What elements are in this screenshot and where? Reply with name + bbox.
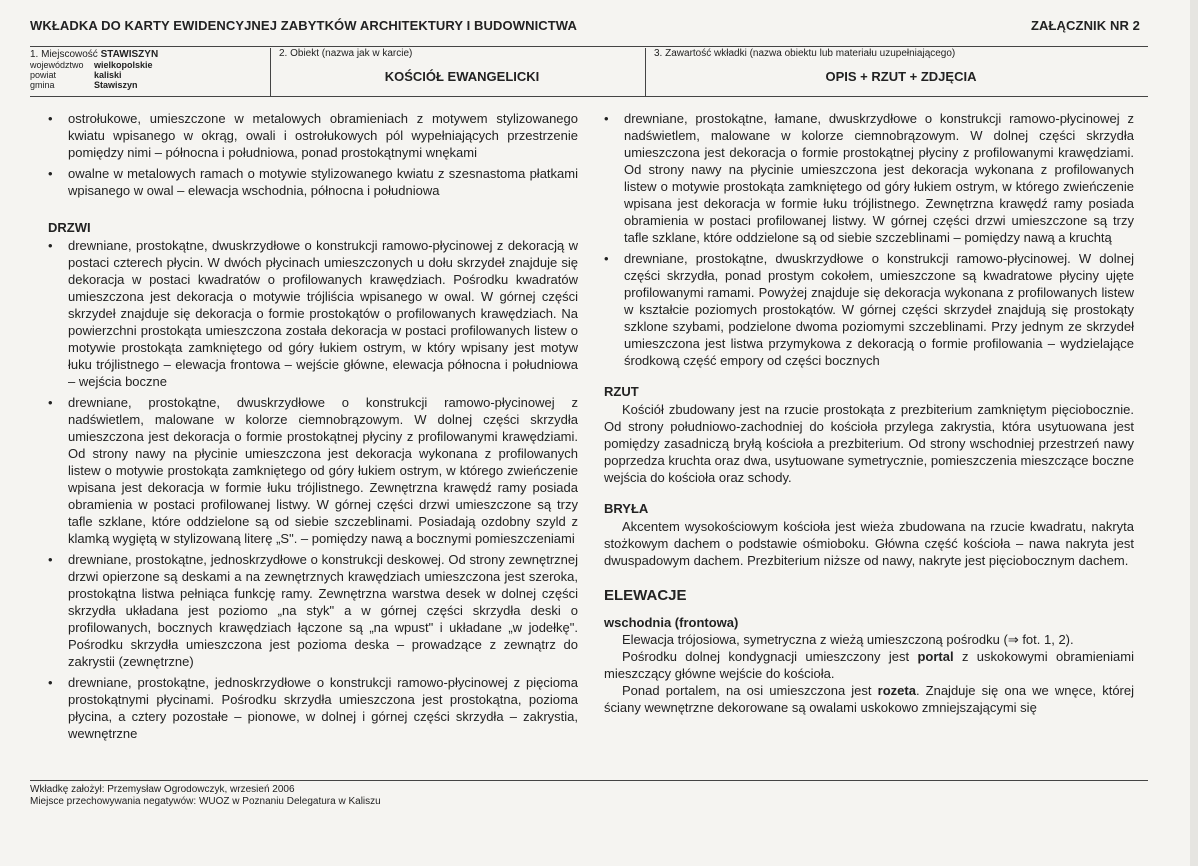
text-run: . Znajduje się ona we wnęce, której ściany wewnętrzne dekorowane są owalami uskokowo zmniejszającymi się bbox=[604, 683, 1134, 715]
text-run: Pośrodku dolnej kondygnacji umieszczony jest bbox=[622, 649, 918, 664]
rozeta-term: rozeta bbox=[877, 683, 916, 698]
elewacje-heading: ELEWACJE bbox=[604, 587, 687, 604]
voivodeship-label: województwo bbox=[30, 60, 84, 70]
header-rule bbox=[30, 46, 1148, 47]
document-title: WKŁADKA DO KARTY EWIDENCYJNEJ ZABYTKÓW ARCHITEKTURY I BUDOWNICTWA bbox=[30, 18, 577, 33]
window-list bbox=[48, 110, 578, 199]
list-item: • ostrołukowe, umieszczone w metalowych obramieniach z motywem stylizowanego kwiatu wpisanego w okrąg, owali i ostrołukowych pól wypełniających przestrzenie pomiędzy nimi – północna i południowa, ponad prostokątnymi wnękami bbox=[48, 110, 578, 161]
commune-label: gmina bbox=[30, 80, 55, 90]
scan-edge bbox=[1190, 0, 1198, 866]
rzut-heading: RZUT bbox=[604, 384, 639, 399]
bryla-heading: BRYŁA bbox=[604, 501, 649, 516]
location-cell bbox=[30, 48, 271, 96]
object-cell bbox=[271, 48, 646, 96]
content-label: 3. Zawartość wkładki (nazwa obiektu lub materiału uzupełniającego) bbox=[654, 48, 956, 59]
author-line: Wkładkę założył: Przemysław Ogrodowczyk, wrzesień 2006 bbox=[30, 784, 295, 795]
object-label: 2. Obiekt (nazwa jak w karcie) bbox=[279, 48, 413, 59]
doors-list bbox=[48, 237, 578, 742]
list-item: • drewniane, prostokątne, łamane, dwuskrzydłowe o konstrukcji ramowo-płycinowej z nadświetlem, malowane w kolorze ciemnobrązowym. W dolnej części skrzydła umieszczona jest dekoracja o formie prostokątnej płyciny z profilowanymi krawędziami. Od strony nawy na płycinie umieszczona jest dekoracja wykonana z profilowanych listew o motywie prostokąta zamkniętego od góry łukiem ostrym, w którego zwieńczenie wpisana jest dekoracja w formie łuku trójlistnego. Zewnętrzna krawędź ramy posiada obramienia w postaci profilowanej listwy. W górnej części drzwi umieszczone są trzy tafle szklane, które oddzielone są od siebie szczeblinami – pomiędzy nawą a kruchtą bbox=[604, 110, 1134, 246]
place-label: 1. Miejscowość bbox=[30, 49, 98, 60]
object-value: KOŚCIÓŁ EWANGELICKI bbox=[384, 69, 540, 84]
left-column bbox=[48, 110, 578, 746]
list-item: • owalne w metalowych ramach o motywie stylizowanego kwiatu z szesnastoma płatkami wpisanego w owal – elewacja wschodnia, północna i południowa bbox=[48, 165, 578, 199]
metadata-row bbox=[30, 48, 1148, 97]
county-value: kaliski bbox=[94, 70, 122, 80]
right-column bbox=[604, 110, 1134, 716]
doors-heading: DRZWI bbox=[48, 220, 91, 235]
east-elevation-heading: wschodnia (frontowa) bbox=[604, 615, 739, 630]
annex-number: ZAŁĄCZNIK NR 2 bbox=[1030, 18, 1140, 33]
list-item: • drewniane, prostokątne, dwuskrzydłowe o konstrukcji ramowo-płycinowej. W dolnej części skrzydła, ponad prostym cokołem, umieszczone są kwadratowe płyciny ujęte profilowanymi ramami. Powyżej znajduje się dekoracja wykonana z profilowanych listew w kształcie poziomych prostokątów. W górnej części skrzydeł znajdują się prostokąty szklone szybami, podzielone dwoma poziomymi szczeblinami. Przy jednym ze skrzydeł umieszczona jest listwa przymykowa z dekoracją o formie profilowania – wydzielające środkową część empory od części bocznych bbox=[604, 250, 1134, 369]
text-run: Ponad portalem, na osi umieszczona jest bbox=[622, 683, 878, 698]
rzut-text: Kościół zbudowany jest na rzucie prostokąta z prezbiterium zamkniętym pięciobocznie. Od strony południowo-zachodniej do kościoła przylega zakrystia, która usytuowana jest pomiędzy zasadniczą bryłą kościoła a prezbiterium. Od strony wschodniej przestrzeń nawy poprzedza kruchta oraz dwa, usytuowane symetrycznie, pomieszczenia mieszczące boczne wejścia do kościoła oraz schody. bbox=[604, 402, 1134, 485]
list-item: • drewniane, prostokątne, jednoskrzydłowe o konstrukcji ramowo-płycinowej z pięcioma prostokątnymi płycinami. Pośrodku skrzydła umieszczona jest prostokątna, pozioma płycina, a cztery pozostałe – pionowe, w dolnej i górnej części skrzydła – zakrystia, wewnętrzne bbox=[48, 674, 578, 742]
text-run: z uskokowymi obramieniami mieszczący główne wejście do kościoła. bbox=[604, 649, 1134, 681]
storage-line: Miejsce przechowywania negatywów: WUOZ w Poznaniu Delegatura w Kaliszu bbox=[30, 796, 381, 807]
portal-term: portal bbox=[917, 649, 954, 664]
east-paragraph-1: Elewacja trójosiowa, symetryczna z wieżą umieszczoną pośrodku (⇒ fot. 1, 2). bbox=[622, 632, 1074, 647]
list-item: • drewniane, prostokątne, jednoskrzydłowe o konstrukcji deskowej. Od strony zewnętrznej drzwi opierzone są deskami a na zewnętrznych krawędziach umieszczona jest szeroka, prostokątna listwa pełniąca funkcję ramy. Zewnętrzna warstwa desek w dolnej części skrzydła układana jest poziomo „na styk" a w górnej części skrzydła deski o profilowanych, bocznych krawędziach łączone są „na wpust" i układane „w jodełkę". Pośrodku skrzydła umieszczona jest pozioma deska – prowadzące z zewnątrz do zakrystii (zewnętrzne) bbox=[48, 551, 578, 670]
list-item: • drewniane, prostokątne, dwuskrzydłowe o konstrukcji ramowo-płycinowej z nadświetlem, malowane w kolorze ciemnobrązowym. W dolnej części skrzydła umieszczona jest dekoracja o formie prostokątnej płyciny z profilowanymi krawędziami. Od strony nawy na płycinie umieszczona jest dekoracja wykonana z profilowanych listew o motywie prostokąta zamkniętego od góry łukiem ostrym, w którego zwieńczenie wpisana jest dekoracja w formie łuku trójlistnego. Zewnętrzna krawędź ramy posiada obramienia w postaci profilowanej listwy. W górnej części drzwi umieszczone są trzy tafle szklane, które oddzielone są od siebie szczeblinami. Posiadają ozdobny szyld z klamką wygiętą w stylizowaną literę „S". – pomiędzy nawą a bocznymi pomieszczeniami bbox=[48, 394, 578, 547]
east-paragraph-2 bbox=[604, 648, 1134, 682]
place-value: STAWISZYN bbox=[100, 49, 159, 60]
voivodeship-value: wielkopolskie bbox=[94, 60, 153, 70]
county-label: powiat bbox=[30, 70, 57, 80]
list-item: • drewniane, prostokątne, dwuskrzydłowe o konstrukcji ramowo-płycinowej z dekoracją w postaci czterech płycin. W dwóch płycinach umieszczonych u dołu skrzydeł znajduje się dekoracja w postaci kwadratów o profilowanych krawędziach. Pośrodku kwadratów umieszczona jest dekoracja o motywie trójliścia wpisanego w owal. W górnej części skrzydeł znajduje się dekoracja o formie prostokątów o profilowanych krawędziach. Na powierzchni prostokąta umieszczona została dekoracja w postaci profilowanych listew o motywie prostokąta zamkniętego od góry łukiem ostrym, w który wpisany jest motyw łuku trójlistnego – elewacja frontowa – wejście główne, elewacja północna i południowa – wejścia boczne bbox=[48, 237, 578, 390]
content-value: OPIS + RZUT + ZDJĘCIA bbox=[825, 69, 977, 84]
doors-list-continued bbox=[604, 110, 1134, 369]
document-header bbox=[30, 18, 1140, 33]
east-paragraph-3 bbox=[604, 682, 1134, 716]
bryla-text: Akcentem wysokościowym kościoła jest wieża zbudowana na rzucie kwadratu, nakryta stożkowym dachem o podstawie ośmioboku. Główna część kościoła – nawa nakryta jest dwuspadowym dachem. Prezbiterium niższe od nawy, nakryte jest pięciobocznym dachem. bbox=[604, 519, 1134, 568]
document-footer bbox=[30, 780, 1148, 808]
commune-value: Stawiszyn bbox=[94, 80, 138, 90]
content-cell bbox=[646, 48, 1148, 96]
